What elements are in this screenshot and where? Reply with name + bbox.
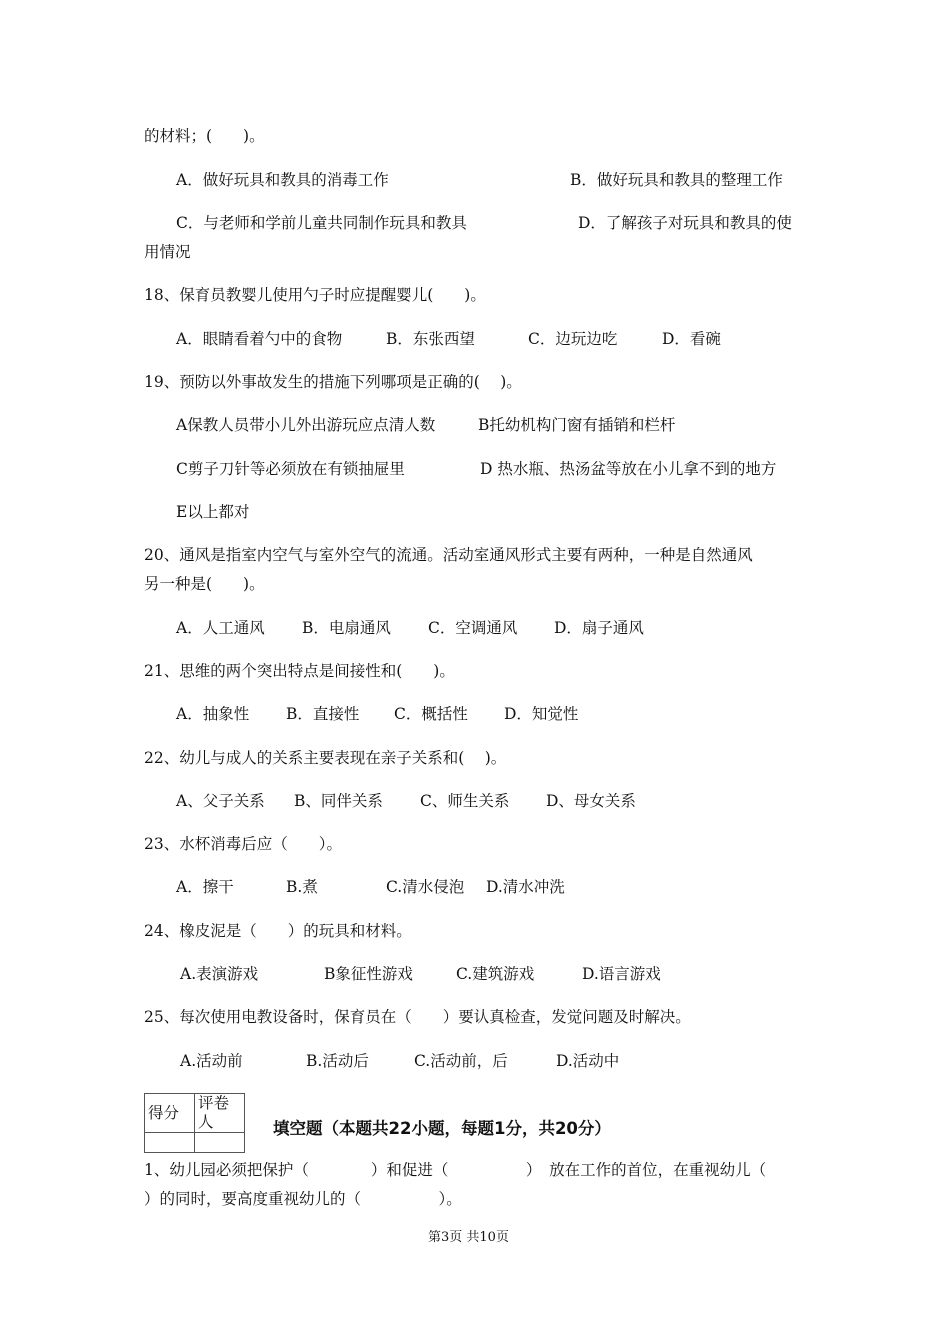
q18-option-d: D．看碗: [662, 330, 721, 348]
q23-option-b: B.煮: [286, 878, 318, 896]
q17-stem-continuation: 的材料；( )。: [144, 127, 265, 145]
q24-option-b: B象征性游戏: [324, 965, 413, 983]
q24-option-d: D.语言游戏: [582, 965, 661, 983]
q21-option-a: A．抽象性: [176, 705, 250, 723]
q19-option-d: D 热水瓶、热汤盆等放在小儿拿不到的地方: [480, 460, 777, 478]
q19-option-a: A保教人员带小儿外出游玩应点清人数: [176, 416, 436, 434]
q19-option-b: B托幼机构门窗有插销和栏杆: [478, 416, 676, 434]
q24-stem: 24、橡皮泥是（ ）的玩具和材料。: [144, 922, 412, 940]
score-label: 得分: [145, 1094, 195, 1133]
q20-option-c: C．空调通风: [428, 619, 518, 637]
grader-label: 评卷人: [195, 1094, 245, 1133]
q23-option-a: A．擦干: [176, 878, 234, 896]
q19-option-c: C剪子刀针等必须放在有锁抽屉里: [176, 460, 405, 478]
q17-option-d: D．了解孩子对玩具和教具的使: [578, 214, 792, 232]
q23-stem: 23、水杯消毒后应（ ）。: [144, 835, 342, 853]
q22-stem: 22、幼儿与成人的关系主要表现在亲子关系和( )。: [144, 749, 507, 767]
q21-option-c: C．概括性: [394, 705, 468, 723]
q18-option-a: A．眼睛看着勺中的食物: [176, 330, 343, 348]
q23-option-c: C.清水侵泡: [386, 878, 465, 896]
score-grader-table: [144, 1093, 245, 1153]
q17-option-c: C．与老师和学前儿童共同制作玩具和教具: [176, 214, 467, 232]
q22-option-a: A、父子关系: [176, 792, 265, 810]
q25-option-a: A.活动前: [180, 1052, 243, 1070]
q24-option-a: A.表演游戏: [180, 965, 259, 983]
q21-stem: 21、思维的两个突出特点是间接性和( )。: [144, 662, 455, 680]
page-number: 第3页 共10页: [428, 1230, 509, 1245]
q18-stem: 18、保育员教婴儿使用勺子时应提醒婴儿( )。: [144, 286, 486, 304]
fill-q1-line2: ）的同时，要高度重视幼儿的（ ）。: [144, 1190, 462, 1208]
q20-option-b: B．电扇通风: [302, 619, 391, 637]
q25-option-b: B.活动后: [306, 1052, 369, 1070]
q22-option-b: B、同伴关系: [294, 792, 383, 810]
q25-option-d: D.活动中: [556, 1052, 620, 1070]
q20-option-d: D．扇子通风: [554, 619, 644, 637]
fill-q1-line1: 1、幼儿园必须把保护（ ）和促进（ ） 放在工作的首位，在重视幼儿（: [144, 1161, 767, 1179]
q22-option-c: C、师生关系: [420, 792, 510, 810]
grader-cell[interactable]: [195, 1133, 245, 1153]
q20-stem: 20、通风是指室内空气与室外空气的流通。活动室通风形式主要有两种，一种是自然通风: [144, 546, 753, 564]
q17-option-b: B．做好玩具和教具的整理工作: [570, 171, 783, 189]
q25-option-c: C.活动前，后: [414, 1052, 508, 1070]
q25-stem: 25、每次使用电教设备时，保育员在（ ）要认真检查，发觉问题及时解决。: [144, 1008, 691, 1026]
section-title: 填空题（本题共22小题，每题1分，共20分）: [273, 1119, 611, 1138]
q23-option-d: D.清水冲洗: [486, 878, 565, 896]
q24-option-c: C.建筑游戏: [456, 965, 535, 983]
q17-option-a: A．做好玩具和教具的消毒工作: [176, 171, 389, 189]
q19-option-e: E以上都对: [176, 503, 250, 521]
q17-option-d-continuation: 用情况: [144, 243, 191, 261]
score-cell[interactable]: [145, 1133, 195, 1153]
q18-option-b: B．东张西望: [386, 330, 475, 348]
q19-stem: 19、预防以外事故发生的措施下列哪项是正确的( )。: [144, 373, 522, 391]
q20-option-a: A．人工通风: [176, 619, 265, 637]
q21-option-b: B．直接性: [286, 705, 360, 723]
q22-option-d: D、母女关系: [546, 792, 636, 810]
q21-option-d: D．知觉性: [504, 705, 579, 723]
q18-option-c: C．边玩边吃: [528, 330, 618, 348]
q20-stem-continuation: 另一种是( )。: [144, 575, 265, 593]
